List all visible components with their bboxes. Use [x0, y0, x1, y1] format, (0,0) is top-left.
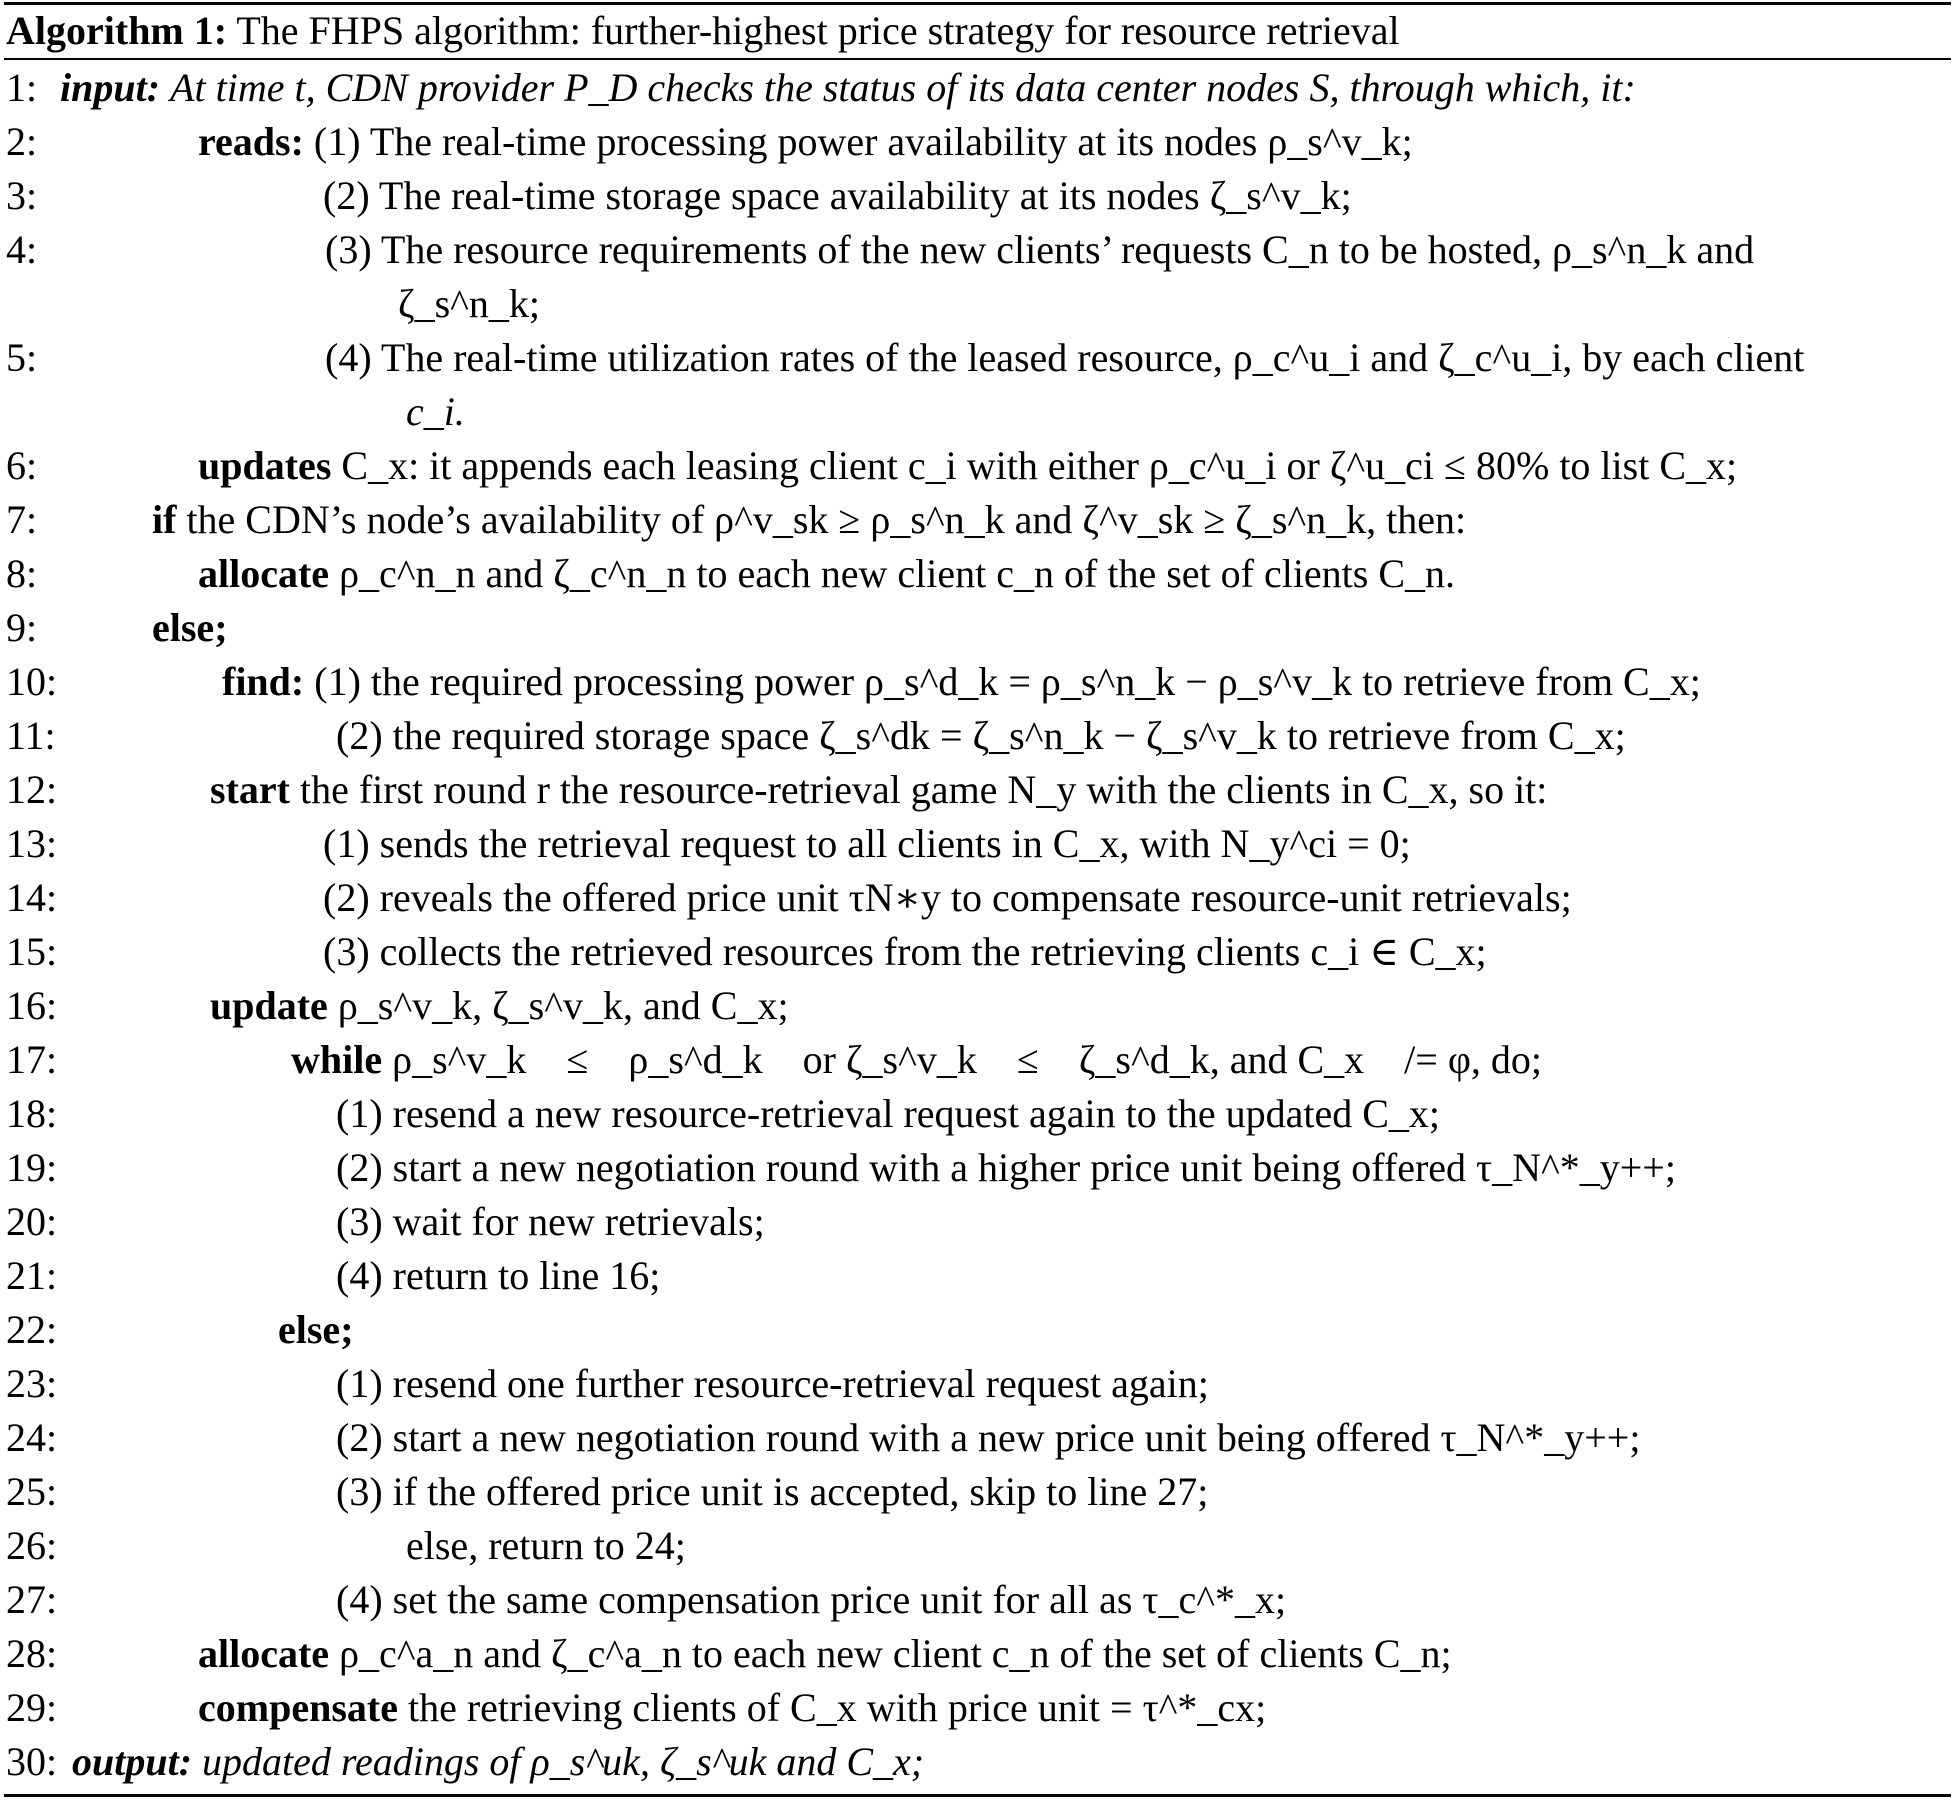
line-7 — [0, 493, 1955, 547]
keyword: else; — [278, 1307, 354, 1352]
line-number: 3: — [6, 173, 38, 218]
line-30 — [0, 1735, 1955, 1789]
line-code — [222, 655, 1701, 709]
line-code — [152, 601, 228, 655]
line-code — [325, 331, 1804, 385]
line-code — [406, 1519, 686, 1573]
line-code — [152, 493, 1466, 547]
line-continuation: c_i. — [406, 389, 465, 434]
keyword: reads: — [198, 119, 304, 164]
caption-text: The FHPS algorithm: further-highest price strategy for resource retrieval — [236, 8, 1400, 53]
line-15 — [0, 925, 1955, 979]
keyword: input: — [60, 65, 161, 110]
line-3 — [0, 169, 1955, 223]
line-24 — [0, 1411, 1955, 1465]
line-code — [291, 1033, 1542, 1087]
line-text: At time t, CDN provider P_D checks the status of its data center nodes S, through which, it: — [170, 65, 1636, 110]
line-text: (2) start a new negotiation round with a higher price unit being offered τ_N^*_y++; — [336, 1145, 1676, 1190]
line-number: 7: — [6, 497, 38, 542]
caption-rule — [4, 58, 1951, 60]
line-code — [336, 1195, 765, 1249]
line-code — [323, 925, 1487, 979]
line-27 — [0, 1573, 1955, 1627]
line-code — [278, 1303, 354, 1357]
line-number: 20: — [6, 1199, 58, 1244]
line-text: the CDN’s node’s availability of ρ^v_sk ≥ ρ_s^n_k and ζ^v_sk ≥ ζ_s^n_k, then: — [186, 497, 1467, 542]
line-number: 27: — [6, 1577, 58, 1622]
keyword: else; — [152, 605, 228, 650]
line-12 — [0, 763, 1955, 817]
line-14 — [0, 871, 1955, 925]
line-26 — [0, 1519, 1955, 1573]
line-text: ρ_c^n_n and ζ_c^n_n to each new client c_n of the set of clients C_n. — [339, 551, 1456, 596]
line-number: 29: — [6, 1685, 58, 1730]
line-28 — [0, 1627, 1955, 1681]
line-1 — [0, 61, 1955, 115]
line-11 — [0, 709, 1955, 763]
line-number: 28: — [6, 1631, 58, 1676]
line-4 — [0, 223, 1955, 331]
line-code — [198, 115, 1413, 169]
keyword: while — [291, 1037, 383, 1082]
line-number: 6: — [6, 443, 38, 488]
line-number: 18: — [6, 1091, 58, 1136]
line-text: (1) The real-time processing power availability at its nodes ρ_s^v_k; — [313, 119, 1413, 164]
line-code — [323, 871, 1572, 925]
line-code — [198, 1681, 1266, 1735]
caption-label: Algorithm 1: — [6, 8, 228, 53]
line-code — [60, 61, 1636, 115]
line-number: 19: — [6, 1145, 58, 1190]
line-code — [336, 1465, 1208, 1519]
line-number: 24: — [6, 1415, 58, 1460]
line-text: the first round r the resource-retrieval game N_y with the clients in C_x, so it: — [299, 767, 1548, 812]
line-23 — [0, 1357, 1955, 1411]
line-9 — [0, 601, 1955, 655]
line-code — [336, 709, 1626, 763]
line-number: 8: — [6, 551, 38, 596]
keyword: update — [210, 983, 328, 1028]
line-code — [198, 439, 1737, 493]
line-code — [336, 1357, 1209, 1411]
keyword: output: — [72, 1739, 193, 1784]
line-code — [198, 547, 1455, 601]
line-text: (2) start a new negotiation round with a new price unit being offered τ_N^*_y++; — [336, 1415, 1641, 1460]
line-code — [336, 1411, 1640, 1465]
line-20 — [0, 1195, 1955, 1249]
line-code — [323, 169, 1352, 223]
line-number: 26: — [6, 1523, 58, 1568]
line-number: 23: — [6, 1361, 58, 1406]
line-text: ρ_c^a_n and ζ_c^a_n to each new client c_n of the set of clients C_n; — [339, 1631, 1452, 1676]
line-number: 12: — [6, 767, 58, 812]
line-text: (4) return to line 16; — [336, 1253, 661, 1298]
line-21 — [0, 1249, 1955, 1303]
line-number: 4: — [6, 227, 38, 272]
line-25 — [0, 1465, 1955, 1519]
line-13 — [0, 817, 1955, 871]
line-text: (4) set the same compensation price unit for all as τ_c^*_x; — [336, 1577, 1287, 1622]
line-text: (2) The real-time storage space availability at its nodes ζ_s^v_k; — [323, 173, 1352, 218]
line-code — [323, 817, 1411, 871]
line-number: 17: — [6, 1037, 58, 1082]
algorithm-caption — [6, 3, 1400, 58]
line-code — [210, 979, 789, 1033]
keyword: if — [152, 497, 177, 542]
line-text: ρ_s^v_k, ζ_s^v_k, and C_x; — [337, 983, 789, 1028]
line-16 — [0, 979, 1955, 1033]
line-code — [336, 1141, 1676, 1195]
bottom-rule — [4, 1794, 1951, 1797]
line-17 — [0, 1033, 1955, 1087]
keyword: allocate — [198, 1631, 330, 1676]
line-number: 21: — [6, 1253, 58, 1298]
line-code — [336, 1087, 1440, 1141]
line-number: 16: — [6, 983, 58, 1028]
line-22 — [0, 1303, 1955, 1357]
keyword: find: — [222, 659, 305, 704]
line-number: 10: — [6, 659, 58, 704]
line-text: (4) The real-time utilization rates of the leased resource, ρ_c^u_i and ζ_c^u_i, by each client — [325, 335, 1805, 380]
line-code — [210, 763, 1547, 817]
keyword: allocate — [198, 551, 330, 596]
line-number: 2: — [6, 119, 38, 164]
line-text: updated readings of ρ_s^uk, ζ_s^uk and C_x; — [202, 1739, 925, 1784]
line-text: else, return to 24; — [406, 1523, 686, 1568]
line-text: (2) the required storage space ζ_s^dk = ζ_s^n_k − ζ_s^v_k to retrieve from C_x; — [336, 713, 1626, 758]
line-text: the retrieving clients of C_x with price unit = τ^*_cx; — [407, 1685, 1267, 1730]
keyword: updates — [198, 443, 332, 488]
line-text: (2) reveals the offered price unit τN∗y to compensate resource-unit retrievals; — [323, 875, 1572, 920]
line-code — [325, 223, 1754, 277]
line-6 — [0, 439, 1955, 493]
line-5 — [0, 331, 1955, 439]
line-2 — [0, 115, 1955, 169]
line-number: 15: — [6, 929, 58, 974]
line-10 — [0, 655, 1955, 709]
line-text: (1) the required processing power ρ_s^d_k = ρ_s^n_k − ρ_s^v_k to retrieve from C_x; — [314, 659, 1701, 704]
line-number: 5: — [6, 335, 38, 380]
line-number: 11: — [6, 713, 56, 758]
keyword: start — [210, 767, 290, 812]
line-text: (1) sends the retrieval request to all clients in C_x, with N_y^ci = 0; — [323, 821, 1411, 866]
line-29 — [0, 1681, 1955, 1735]
line-code — [72, 1735, 924, 1789]
line-number: 1: — [6, 65, 38, 110]
line-code — [336, 1249, 660, 1303]
line-number: 25: — [6, 1469, 58, 1514]
line-code — [198, 1627, 1452, 1681]
line-number: 30: — [6, 1739, 58, 1784]
line-text: (1) resend a new resource-retrieval request again to the updated C_x; — [336, 1091, 1440, 1136]
line-number: 13: — [6, 821, 58, 866]
line-number: 9: — [6, 605, 38, 650]
line-number: 22: — [6, 1307, 58, 1352]
line-code — [336, 1573, 1286, 1627]
line-18 — [0, 1087, 1955, 1141]
line-text: C_x: it appends each leasing client c_i with either ρ_c^u_i or ζ^u_ci ≤ 80% to list C_x; — [341, 443, 1738, 488]
line-text: (3) collects the retrieved resources from the retrieving clients c_i ∈ C_x; — [323, 929, 1487, 974]
line-text: (1) resend one further resource-retrieval request again; — [336, 1361, 1209, 1406]
line-8 — [0, 547, 1955, 601]
line-text: ρ_s^v_k ≤ ρ_s^d_k or ζ_s^v_k ≤ ζ_s^d_k, and C_x /= φ, do; — [392, 1037, 1543, 1082]
line-19 — [0, 1141, 1955, 1195]
line-text: (3) if the offered price unit is accepted, skip to line 27; — [336, 1469, 1209, 1514]
line-number: 14: — [6, 875, 58, 920]
keyword: compensate — [198, 1685, 398, 1730]
line-continuation: ζ_s^n_k; — [398, 281, 541, 326]
algorithm-lines — [0, 61, 1955, 1789]
line-text: (3) The resource requirements of the new clients’ requests C_n to be hosted, ρ_s^n_k and — [325, 227, 1755, 272]
line-text: (3) wait for new retrievals; — [336, 1199, 765, 1244]
